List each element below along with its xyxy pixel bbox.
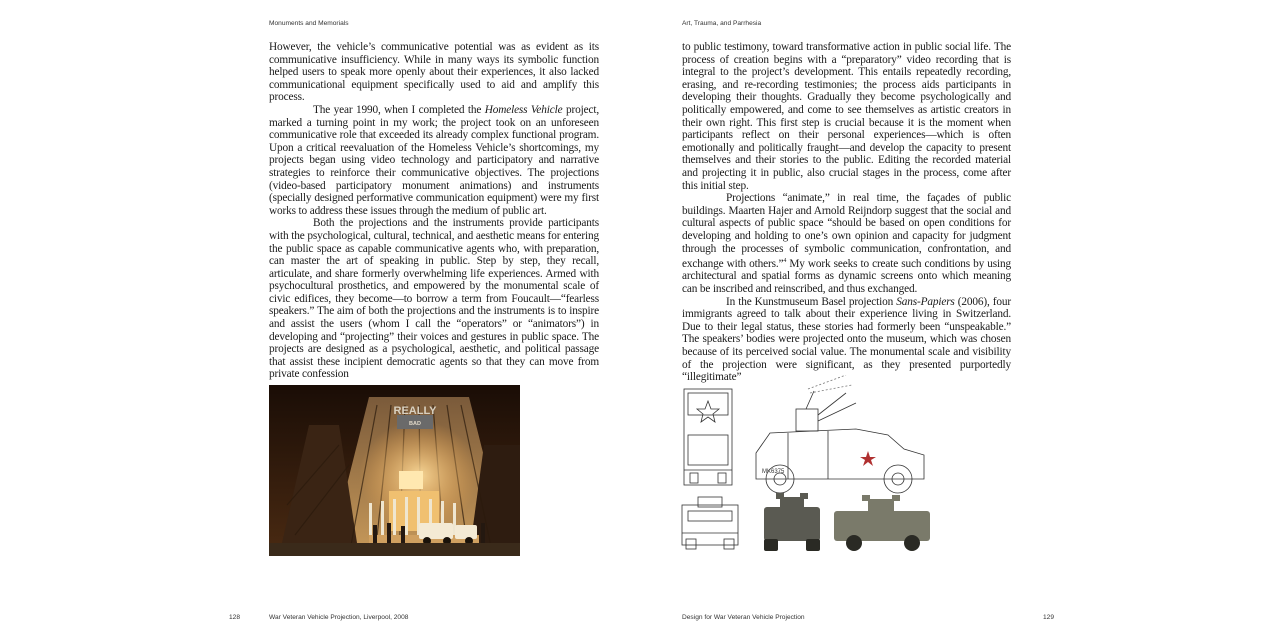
projection-photo — [269, 385, 520, 556]
left-paragraph: Both the projections and the instruments provide participants with the psychological, cultural, technical, and aesthetic means for entering the public space as capable communicative agents who, with preparation, can master the art of speaking in public. Step by step, they recall, articulate, and share formerly overwhelming life experiences. Armed with psychocultural prosthetics, and empowered by the monumental scale of civic edifices, they become—to borrow a term from Foucault—“fearless speakers.” The aim of both the projections and the instruments is to inspire and assist the users (whom I call the “operators” or “animators”) in developing and “projecting” their voices and gestures in public space. The projects are designed as a psychological, aesthetic, and political passage that assist these incipient democratic agents so that they can move from private confession — [269, 217, 599, 381]
vehicle-serial-label: MK6375 — [762, 469, 785, 475]
photo-projected-word: REALLY — [393, 405, 437, 417]
right-paragraph: to public testimony, toward transformative action in public social life. The process of creation begins with a “preparatory” video recording that is integral to the project’s development. This entails repeatedly recording, erasing, and re-recording testimonies; the process aids participants in developing their thoughts. Gradually they become psychologically and politically empowered, and come to see themselves as artistic creators in their own right. This first step is crucial because it is the moment when participants reflect on their personal experiences—which is often emotionally and politically fraught—and develop the capacity to present themselves and their stories to the public. Editing the recorded material and projecting it in public, also crucial stages in the process, come after this initial step. — [682, 41, 1011, 192]
photo-projected-word: BAD — [409, 421, 421, 427]
left-body-text — [269, 41, 599, 381]
left-page-number: 128 — [229, 614, 241, 621]
left-paragraph: The year 1990, when I completed the Homeless Vehicle project, marked a turning point in my work; the project took on an unforeseen communicative role that exceeded its already complex functional program. Upon a critical reevaluation of the Homeless Vehicle’s shortcomings, my projects began using video technology and participatory and narrative strategies to reinforce their communicative objectives. The projections (video-based participatory monument animations) and instruments (specially designed performative communication equipment) were my first works to address these issues through the medium of public art. — [269, 103, 599, 217]
right-page-number: 129 — [1043, 614, 1055, 621]
right-body-text — [682, 41, 1011, 384]
right-paragraph: In the Kunstmuseum Basel projection Sans-Papiers (2006), four immigrants agreed to talk about their experience living in Switzerland. Due to their legal status, these stories had formerly been “unspeakable.” The speakers’ bodies were projected onto the museum, which was chosen because of its perceived social value. The monumental scale and visibility of the projection were significant, as they presented purportedly “illegitimate” — [682, 295, 1011, 384]
right-running-head: Art, Trauma, and Parrhesia — [682, 20, 762, 27]
left-running-head: Monuments and Memorials — [269, 20, 349, 27]
left-paragraph: However, the vehicle’s communicative potential was as evident as its communicative insufficiency. While in many ways its symbolic function helped users to speak more openly about their experiences, it also lacked communicational equipment specifically used to aid and amplify this process. — [269, 41, 599, 104]
right-caption: Design for War Veteran Vehicle Projection — [682, 614, 805, 621]
left-caption: War Veteran Vehicle Projection, Liverpool, 2008 — [269, 614, 409, 621]
right-paragraph: Projections “animate,” in real time, the façades of public buildings. Maarten Hajer and Arnold Reijndorp suggest that the social and cultural aspects of public space “should be based on open conditions for developing and holding to one’s own opinion and capacity for judgment through the processes of symbolic communication, confrontation, and exchange with others.”$^4$ My work seeks to create such conditions by using architectural and spatial forms as dynamic screens onto which meaning can be inscribed and reinscribed, and thus exchanged. — [682, 192, 1012, 296]
vehicle-design-drawing — [678, 375, 938, 555]
